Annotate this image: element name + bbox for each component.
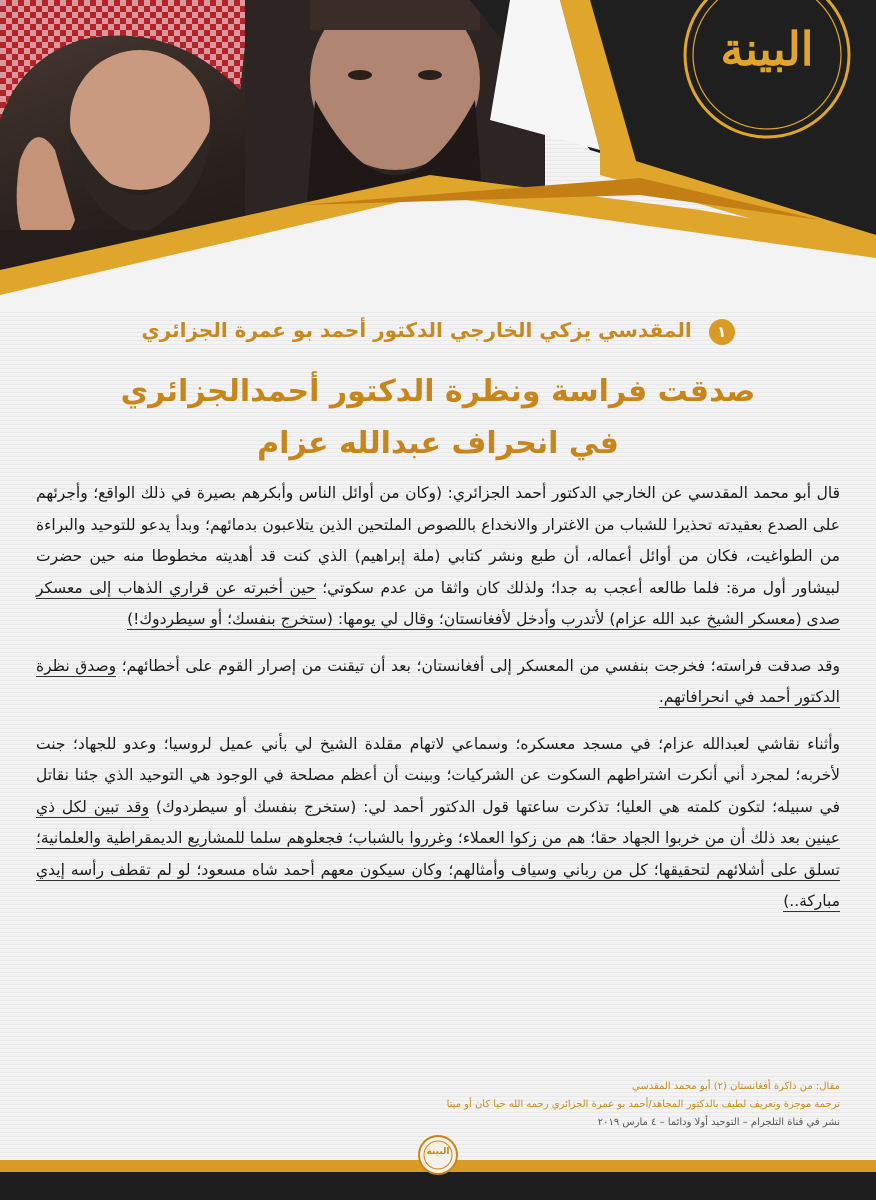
source-footnotes xyxy=(36,1078,840,1132)
footer-logo-text: البينة xyxy=(426,1147,450,1157)
footnote-article: مقال: من ذاكرة أفغانستان (٢) أبو محمد المقدسي xyxy=(632,1081,840,1092)
article-body xyxy=(36,478,840,933)
paragraph-2 xyxy=(36,651,840,714)
main-title-line2: في انحراف عبدالله عزام xyxy=(257,426,619,461)
series-number-badge: ١ xyxy=(709,319,735,345)
paragraph-3-highlight: وقد تبين لكل ذي عينين بعد ذلك أن من خربوا الجهاد حقا؛ هم من زكوا العملاء؛ وغرروا بالشباب؛ فجعلوهم سلما للمشاريع الديمقراطية والعلمانية؛ تسلق على أشلائهم لتحقيقها؛ كل من رباني وسياف وأمثالهم؛ وكان سيكون معهم أحمد شاه مسعود؛ لو لم تقطف رأسه إيدي مباركة..) xyxy=(36,797,840,910)
paragraph-1 xyxy=(36,478,840,636)
footnote-publication: نشر في قناة التلجرام – التوحيد أولا ودائما – ٤ مارس ٢٠١٩ xyxy=(597,1117,840,1128)
logo-emblem xyxy=(672,0,862,140)
main-title xyxy=(60,366,816,470)
paragraph-3-text: وأثناء نقاشي لعبدالله عزام؛ في مسجد معسكره؛ وسماعي لاتهام مقلدة الشيخ لي بأني عميل لروسيا؛ وعدو للجهاد؛ جنت لأخربه؛ لمجرد أني أنكرت اشتراطهم السكوت عن الشركيات؛ وبينت أن أعظم مصلحة في الوجود هي التوحيد الذي جئنا نقاتل في سبيله؛ لتكون كلمته هي العليا؛ تذكرت ساعتها قول الدكتور أحمد لي: (ستخرج بنفسك أو سيطردوك) xyxy=(36,734,840,816)
header-banner xyxy=(0,0,876,310)
footnote-biography: ترجمة موجزة وتعريف لطيف بالدكتور المجاهد/أحمد بو عمرة الجزائري رحمه الله حيا كان أو ميتا xyxy=(446,1099,840,1110)
paragraph-2-highlight: وصدق نظرة الدكتور أحمد في انحرافاتهم. xyxy=(36,656,840,706)
footer-logo-icon xyxy=(418,1135,458,1175)
paragraph-1-text: قال أبو محمد المقدسي عن الخارجي الدكتور أحمد الجزائري: (وكان من أوائل الناس وأبكرهم بصيرة في ذلك الواقع؛ وأجرئهم على الصدع بعقيدته تحذيرا للشباب من الاغترار والانخداع باللصوص الملتحين الذين يتلاعبون بدمائهم؛ وبدأ يدعو للتوحيد والبراءة من الطواغيت، فكان من أوائل أعماله، أن طبع ونشر كتابي (ملة إبراهيم) الذي كنت قد أهديته مخطوطا منه حين حضرت لبيشاور أول مرة: فلما طالعه أعجب به جدا؛ ولذلك كان واثقا من عدم سكوتي؛ xyxy=(36,484,840,597)
series-title-text: المقدسي يزكي الخارجي الدكتور أحمد بو عمرة الجزائري xyxy=(141,318,692,342)
logo-text: البينة xyxy=(720,22,814,76)
paragraph-1-highlight: حين أخبرته عن قراري الذهاب إلى معسكر صدى (معسكر الشيخ عبد الله عزام) لأتدرب وأدخل لأفغانستان؛ وقال لي يومها: (ستخرج بنفسك؛ أو سيطردوك!) xyxy=(36,578,840,628)
main-title-line1: صدقت فراسة ونظرة الدكتور أحمدالجزائري xyxy=(120,374,756,409)
footer-dark-bar xyxy=(0,1172,876,1200)
series-title xyxy=(60,318,816,345)
paragraph-2-text: وقد صدقت فراسته؛ فخرجت بنفسي من المعسكر إلى أفغانستان؛ بعد أن تيقنت من إصرار القوم على أخطائهم؛ xyxy=(116,656,841,675)
paragraph-3 xyxy=(36,729,840,918)
